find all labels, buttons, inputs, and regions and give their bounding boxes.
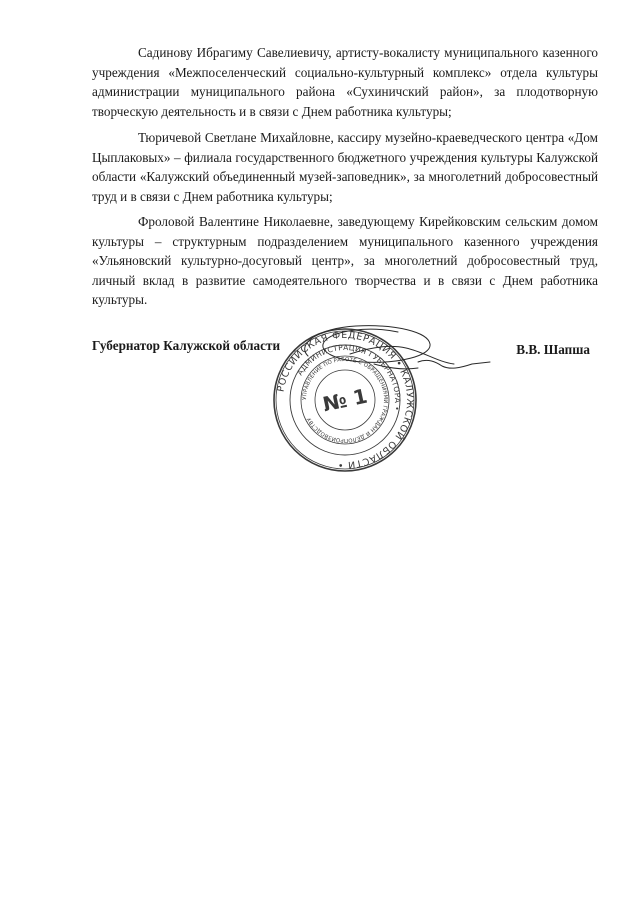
- award-paragraph-1: Садинову Ибрагиму Савелиевичу, артисту-вокалисту муниципального казенного учреждения «Межпоселенческий социально-культурный комплекс» отдела культуры администрации муниципального района «Сухиничский район», за плодотворную творческую деятельность и в связи с Днем работника культуры;: [92, 45, 598, 119]
- signatory-name: В.В. Шапша: [516, 342, 590, 357]
- seal-outer-ring-text: РОССИЙСКАЯ ФЕДЕРАЦИЯ • КАЛУЖСКОЙ ОБЛАСТИ •: [275, 329, 416, 471]
- seal-inner-ring-text: УПРАВЛЕНИЕ ПО РАБОТЕ С ОБРАЩЕНИЯМИ ГРАЖДАН И ДЕЛОПРОИЗВОДСТВУ: [301, 356, 389, 444]
- seal-center-number: № 1: [320, 383, 370, 417]
- signatory-position: Губернатор Калужской области: [92, 338, 281, 353]
- award-paragraph-3: Фроловой Валентине Николаевне, заведующему Кирейковским сельским домом культуры – структурным подразделением муниципального казенного учреждения «Ульяновский культурно-досуговый центр», за многолетний добросовестный труд, личный вклад в развитие самодеятельного творчества и в связи с Днем работника культуры.: [92, 214, 598, 307]
- handwritten-signature: [278, 318, 508, 393]
- award-paragraph-2: Тюричевой Светлане Михайловне, кассиру музейно-краеведческого центра «Дом Цыплаковых» – филиала государственного бюджетного учреждения культуры Калужской области «Калужский объединенный музей-заповедник», за многолетний добросовестный труд и в связи с Днем работника культуры;: [92, 130, 598, 204]
- seal-middle-ring-text: АДМИНИСТРАЦИЯ ГУБЕРНАТОРА •: [295, 342, 403, 412]
